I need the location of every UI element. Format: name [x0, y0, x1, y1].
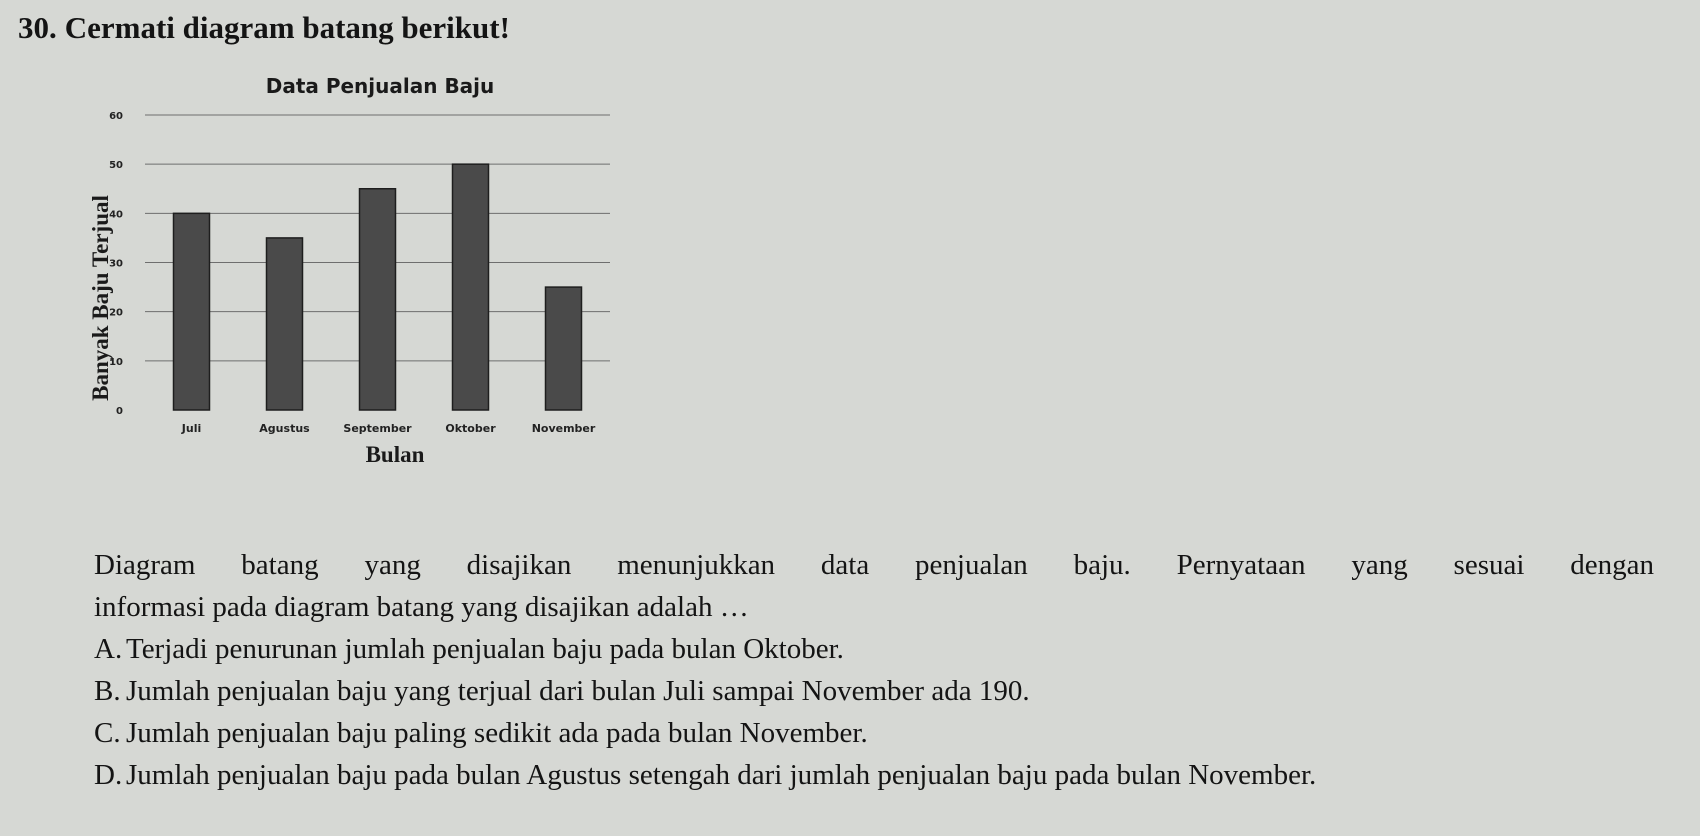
question-title-text: Cermati diagram batang berikut!: [64, 10, 510, 45]
x-tick-label: September: [343, 422, 412, 435]
y-tick-label: 30: [109, 258, 123, 270]
y-axis-label: Banyak Baju Terjual: [88, 195, 113, 401]
chart-title: Data Penjualan Baju: [265, 74, 495, 98]
paragraph-line-2: informasi pada diagram batang yang disajikan adalah …: [94, 591, 749, 623]
x-axis-label: Bulan: [365, 442, 425, 467]
answer-options: [94, 628, 1316, 796]
option-b[interactable]: [94, 670, 1316, 712]
option-d[interactable]: [94, 754, 1316, 796]
bar-september: [360, 189, 396, 410]
bar-chart: [80, 68, 680, 523]
y-tick-label: 10: [109, 356, 123, 368]
option-letter: A.: [94, 633, 123, 665]
y-tick-label: 50: [109, 160, 123, 172]
question-title: [18, 10, 510, 46]
y-tick-label: 40: [109, 209, 123, 221]
y-tick-label: 60: [109, 111, 123, 122]
option-letter: C.: [94, 717, 121, 749]
x-tick-label: Oktober: [445, 422, 496, 435]
x-tick-label: Juli: [181, 422, 202, 435]
bars: [174, 164, 582, 410]
option-c[interactable]: [94, 712, 1316, 754]
x-tick-label: Agustus: [259, 422, 310, 435]
bar-juli: [174, 213, 210, 410]
bar-oktober: [453, 164, 489, 410]
option-text: Jumlah penjualan baju pada bulan Agustus setengah dari jumlah penjualan baju pada bulan November.: [126, 759, 1317, 791]
y-tick-label: 0: [116, 406, 123, 417]
question-number: 30.: [18, 10, 57, 45]
option-letter: D.: [94, 759, 123, 791]
x-tick-label: November: [531, 422, 596, 435]
option-text: Jumlah penjualan baju paling sedikit ada pada bulan November.: [126, 717, 868, 749]
paragraph-line-1: Diagram batang yang disajikan menunjukkan data penjualan baju. Pernyataan yang sesuai dengan: [94, 549, 1654, 581]
x-tick-labels: [181, 422, 596, 435]
bar-agustus: [267, 238, 303, 410]
y-tick-label: 20: [109, 307, 123, 319]
bar-november: [546, 287, 582, 410]
question-paragraph: [94, 544, 1654, 628]
option-letter: B.: [94, 675, 121, 707]
option-text: Terjadi penurunan jumlah penjualan baju pada bulan Oktober.: [126, 633, 844, 665]
option-text: Jumlah penjualan baju yang terjual dari bulan Juli sampai November ada 190.: [126, 675, 1030, 707]
option-a[interactable]: [94, 628, 1316, 670]
